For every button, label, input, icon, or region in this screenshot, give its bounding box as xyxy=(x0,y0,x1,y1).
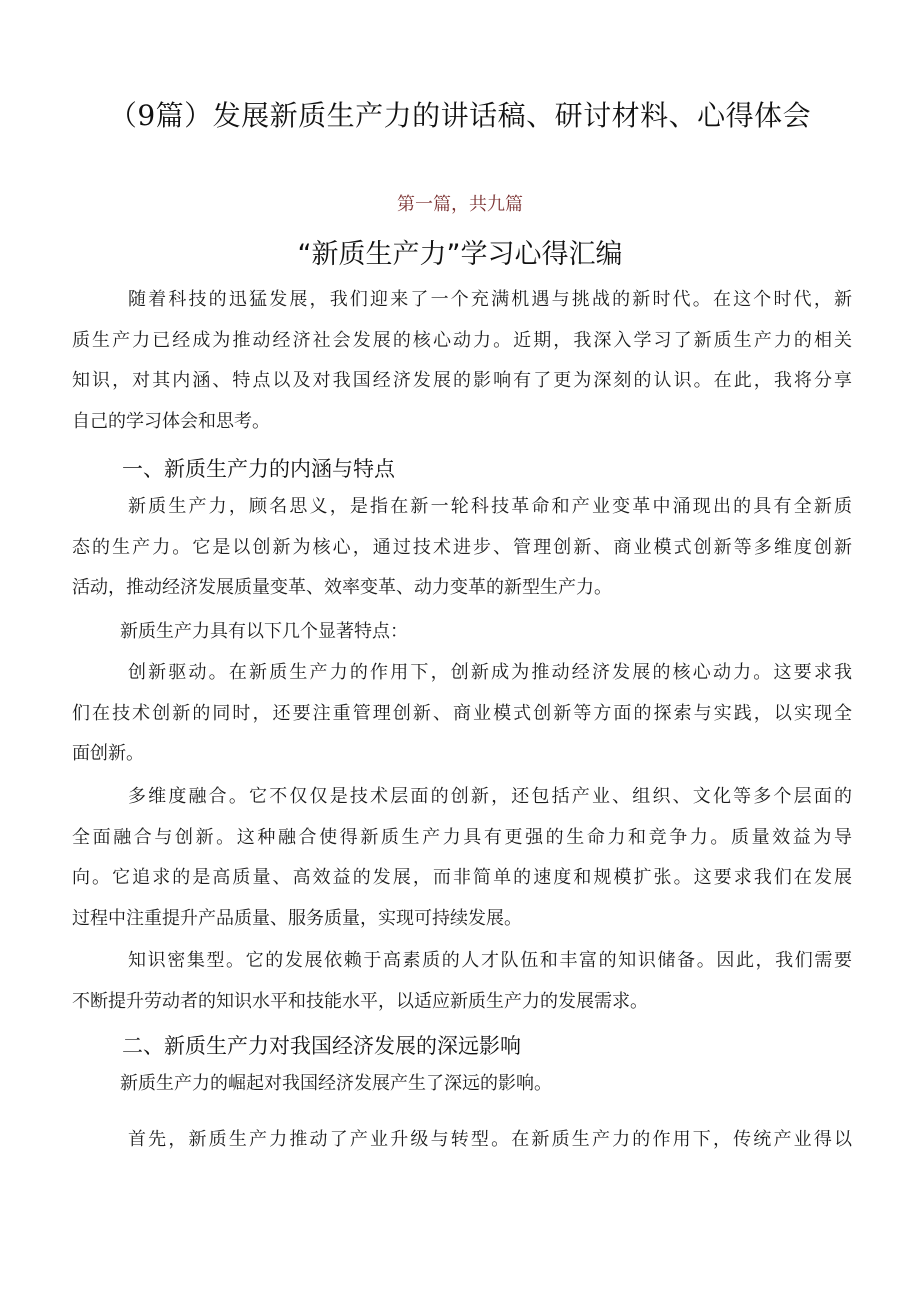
section1-paragraph-1 xyxy=(72,487,852,609)
paragraph-line: 新质生产力的崛起对我国经济发展产生了深远的影响。 xyxy=(120,1073,552,1094)
paragraph-line: 质生产力已经成为推动经济社会发展的核心动力。近期，我深入学习了新质生产力的相关 xyxy=(72,329,852,351)
paragraph-line: 活动，推动经济发展质量变革、效率变革、动力变革的新型生产力。 xyxy=(72,577,612,598)
section2-paragraph-2 xyxy=(72,1120,852,1161)
section-heading-2: 二、新质生产力对我国经济发展的深远影响 xyxy=(122,1034,521,1058)
section2-paragraph-1 xyxy=(72,1064,852,1105)
paragraph-line: 面创新。 xyxy=(72,743,144,764)
section1-paragraph-5 xyxy=(72,941,852,1022)
section-heading-1: 一、新质生产力的内涵与特点 xyxy=(122,457,395,481)
intro-paragraph xyxy=(72,280,852,442)
section1-paragraph-4 xyxy=(72,777,852,939)
paragraph-line: 自己的学习体会和思考。 xyxy=(72,410,270,432)
section1-paragraph-2 xyxy=(72,612,852,653)
paragraph-line: 首先，新质生产力推动了产业升级与转型。在新质生产力的作用下，传统产业得以 xyxy=(128,1129,852,1150)
paragraph-line: 向。它追求的是高质量、高效益的发展，而非简单的速度和规模扩张。这要求我们在发展 xyxy=(72,867,852,888)
paragraph-line: 知识，对其内涵、特点以及对我国经济发展的影响有了更为深刻的认识。在此，我将分享 xyxy=(72,370,852,391)
paragraph-line: 新质生产力，顾名思义，是指在新一轮科技革命和产业变革中涌现出的具有全新质 xyxy=(128,496,852,517)
part-label: 第一篇，共九篇 xyxy=(397,194,523,215)
paragraph-line: 态的生产力。它是以创新为核心，通过技术进步、管理创新、商业模式创新等多维度创新 xyxy=(72,536,852,558)
paragraph-line: 们在技术创新的同时，还要注重管理创新、商业模式创新等方面的探索与实践，以实现全 xyxy=(72,702,852,724)
paragraph-line: 全面融合与创新。这种融合使得新质生产力具有更强的生命力和竞争力。质量效益为导 xyxy=(72,826,852,848)
paragraph-line: 知识密集型。它的发展依赖于高素质的人才队伍和丰富的知识储备。因此，我们需要 xyxy=(128,950,852,971)
paragraph-line: 不断提升劳动者的知识水平和技能水平，以适应新质生产力的发展需求。 xyxy=(72,990,648,1012)
paragraph-line: 多维度融合。它不仅仅是技术层面的创新，还包括产业、组织、文化等多个层面的 xyxy=(128,786,852,807)
article-title: “新质生产力”学习心得汇编 xyxy=(297,239,623,270)
paragraph-line: 随着科技的迅猛发展，我们迎来了一个充满机遇与挑战的新时代。在这个时代，新 xyxy=(128,289,852,310)
paragraph-line: 创新驱动。在新质生产力的作用下，创新成为推动经济发展的核心动力。这要求我 xyxy=(128,662,852,683)
section1-paragraph-3 xyxy=(72,653,852,775)
paragraph-line: 过程中注重提升产品质量、服务质量，实现可持续发展。 xyxy=(72,907,522,929)
paragraph-line: 新质生产力具有以下几个显著特点： xyxy=(120,621,408,642)
document-title: （9篇）发展新质生产力的讲话稿、研讨材料、心得体会 xyxy=(108,99,812,132)
